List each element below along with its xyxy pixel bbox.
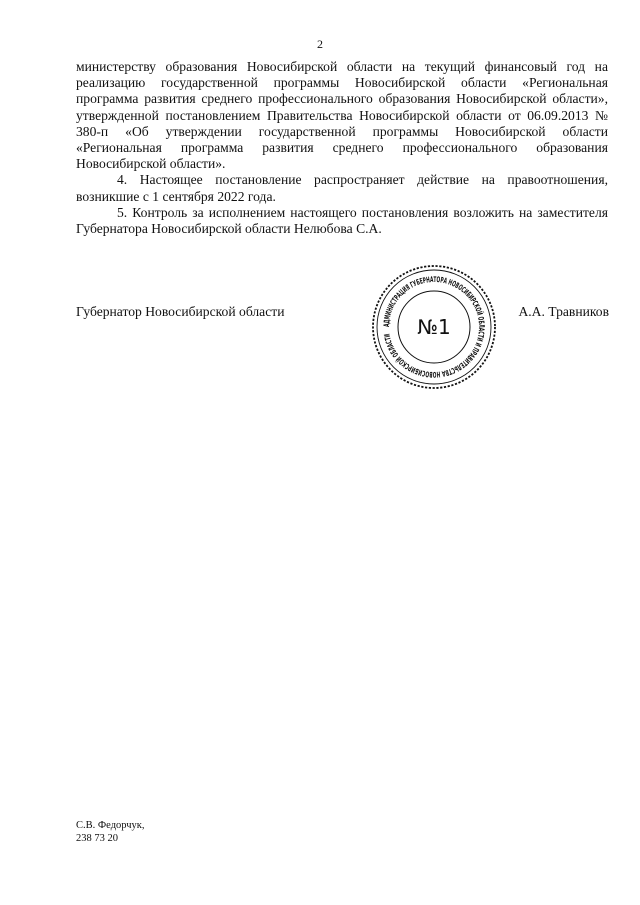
contact-info — [76, 820, 145, 845]
seal-center-number: №1 — [417, 315, 451, 339]
official-seal — [369, 262, 499, 392]
signature-title: Губернатор Новосибирской области — [76, 304, 285, 319]
document-body — [76, 59, 608, 237]
signature-name: А.А. Травников — [518, 304, 609, 319]
paragraph-item-4: 4. Настоящее постановление распространяет действие на правоотношения, возникшие с 1 сентября 2022 года. — [76, 172, 608, 204]
paragraph-item-5: 5. Контроль за исполнением настоящего постановления возложить на заместителя Губернатора Новосибирской области Нелюбова С.А. — [76, 204, 608, 237]
contact-name: С.В. Федорчук, — [76, 820, 145, 831]
paragraph-continuation: министерству образования Новосибирской области на текущий финансовый год на реализацию государственной программы Новосибирской области «Региональная программа развития среднего профессионального образования Новосибирской области», утвержденной постановлением Правительства Новосибирской области от 06.09.2013 № 380-п «Об утверждении государственной программы Новосибирской области «Региональная программа развития среднего профессионального образования Новосибирской области». — [76, 59, 608, 172]
page-number: 2 — [317, 37, 323, 51]
seal-ring-text: АДМИНИСТРАЦИЯ ГУБЕРНАТОРА НОВОСИБИРСКОЙ ОБЛАСТИ И ПРАВИТЕЛЬСТВА НОВОСИБИРСКОЙ ОБЛАСТИ — [381, 274, 487, 380]
contact-phone: 238 73 20 — [76, 832, 118, 844]
